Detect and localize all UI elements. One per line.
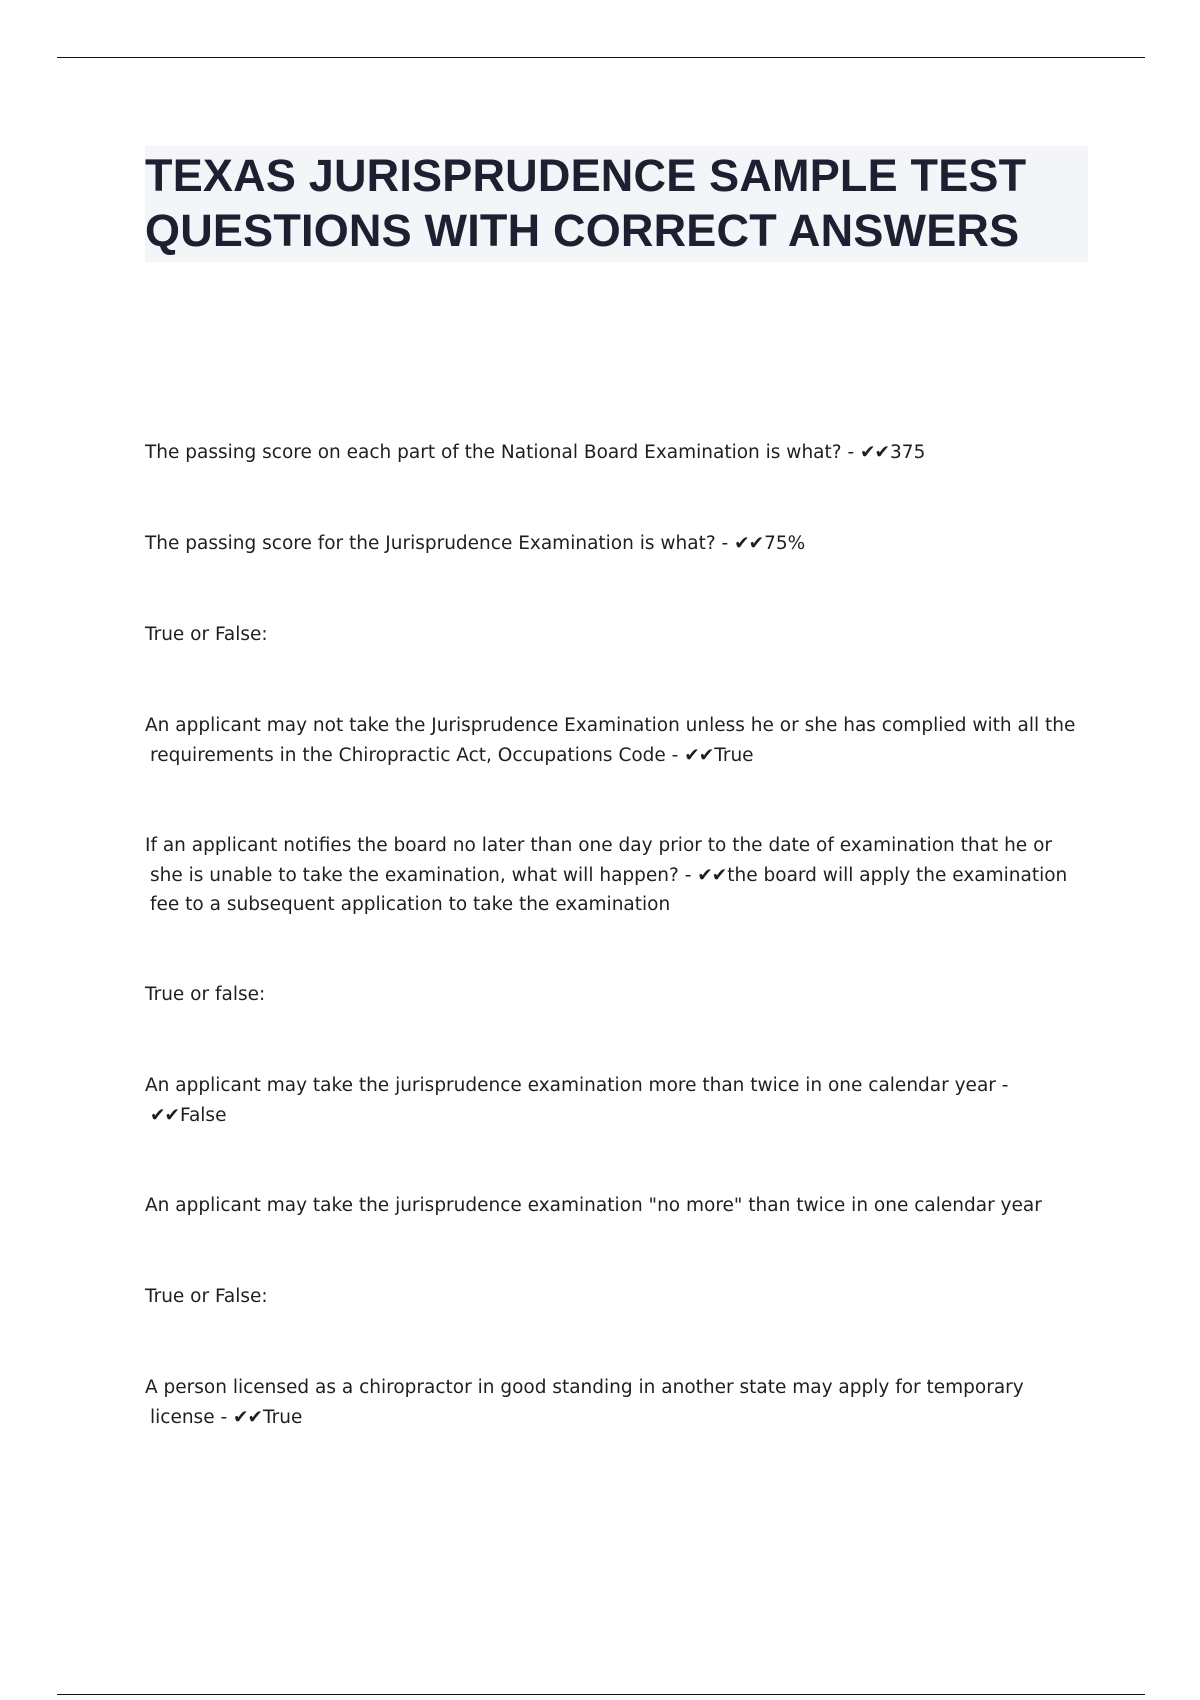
double-check-icon: ✔✔ (697, 864, 727, 886)
double-check-icon: ✔✔ (233, 1406, 263, 1428)
bottom-rule (57, 1694, 1145, 1695)
question-text-continued: license - (150, 1406, 234, 1428)
double-check-icon: ✔✔ (150, 1104, 180, 1126)
answer-text: False (180, 1104, 227, 1126)
answer-text: the board will apply the examination (727, 864, 1068, 886)
question-text: The passing score for the Jurisprudence Examination is what? - (145, 533, 735, 554)
top-rule (57, 57, 1145, 58)
true-false-heading (145, 1282, 1090, 1312)
double-check-icon: ✔✔ (860, 442, 890, 463)
question-text: The passing score on each part of the National Board Examination is what? - (145, 442, 861, 463)
question-text-continued: requirements in the Chiropractic Act, Occupations Code - (150, 744, 685, 766)
title-line-2: QUESTIONS WITH CORRECT ANSWERS (145, 205, 1020, 256)
document-title (145, 146, 1088, 262)
answer-text: 75% (764, 533, 806, 554)
qa-item-chiropractic-act (145, 711, 1090, 770)
answer-text: True (714, 744, 754, 766)
question-text: An applicant may not take the Jurisprudence Examination unless he or she has complied with all the (145, 715, 1076, 736)
double-check-icon: ✔✔ (734, 533, 764, 554)
question-text: If an applicant notifies the board no later than one day prior to the date of examination that he or (145, 835, 1052, 856)
statement-exam-attempts (145, 1191, 1090, 1221)
heading-text: True or false: (145, 984, 266, 1005)
heading-text: True or False: (145, 1286, 268, 1307)
qa-item-exam-notification (145, 831, 1090, 920)
question-text-continued: she is unable to take the examination, what will happen? - (150, 864, 698, 886)
question-text: A person licensed as a chiropractor in good standing in another state may apply for temporary (145, 1377, 1024, 1398)
statement-text: An applicant may take the jurisprudence examination "no more" than twice in one calendar year (145, 1195, 1042, 1216)
answer-text: True (263, 1406, 303, 1428)
qa-item-exam-attempts (145, 1071, 1090, 1130)
title-line-1: TEXAS JURISPRUDENCE SAMPLE TEST (145, 150, 1027, 201)
answer-text-continued: fee to a subsequent application to take the examination (150, 894, 671, 915)
question-text: An applicant may take the jurisprudence examination more than twice in one calendar year - (145, 1075, 1009, 1096)
double-check-icon: ✔✔ (684, 744, 714, 766)
true-false-heading (145, 620, 1090, 650)
qa-item-jurisprudence-score (145, 529, 1090, 559)
true-false-heading (145, 980, 1090, 1010)
heading-text: True or False: (145, 624, 268, 645)
answer-text: 375 (890, 442, 926, 463)
qa-item-national-board-score (145, 438, 1090, 468)
qa-item-temporary-license (145, 1373, 1090, 1432)
